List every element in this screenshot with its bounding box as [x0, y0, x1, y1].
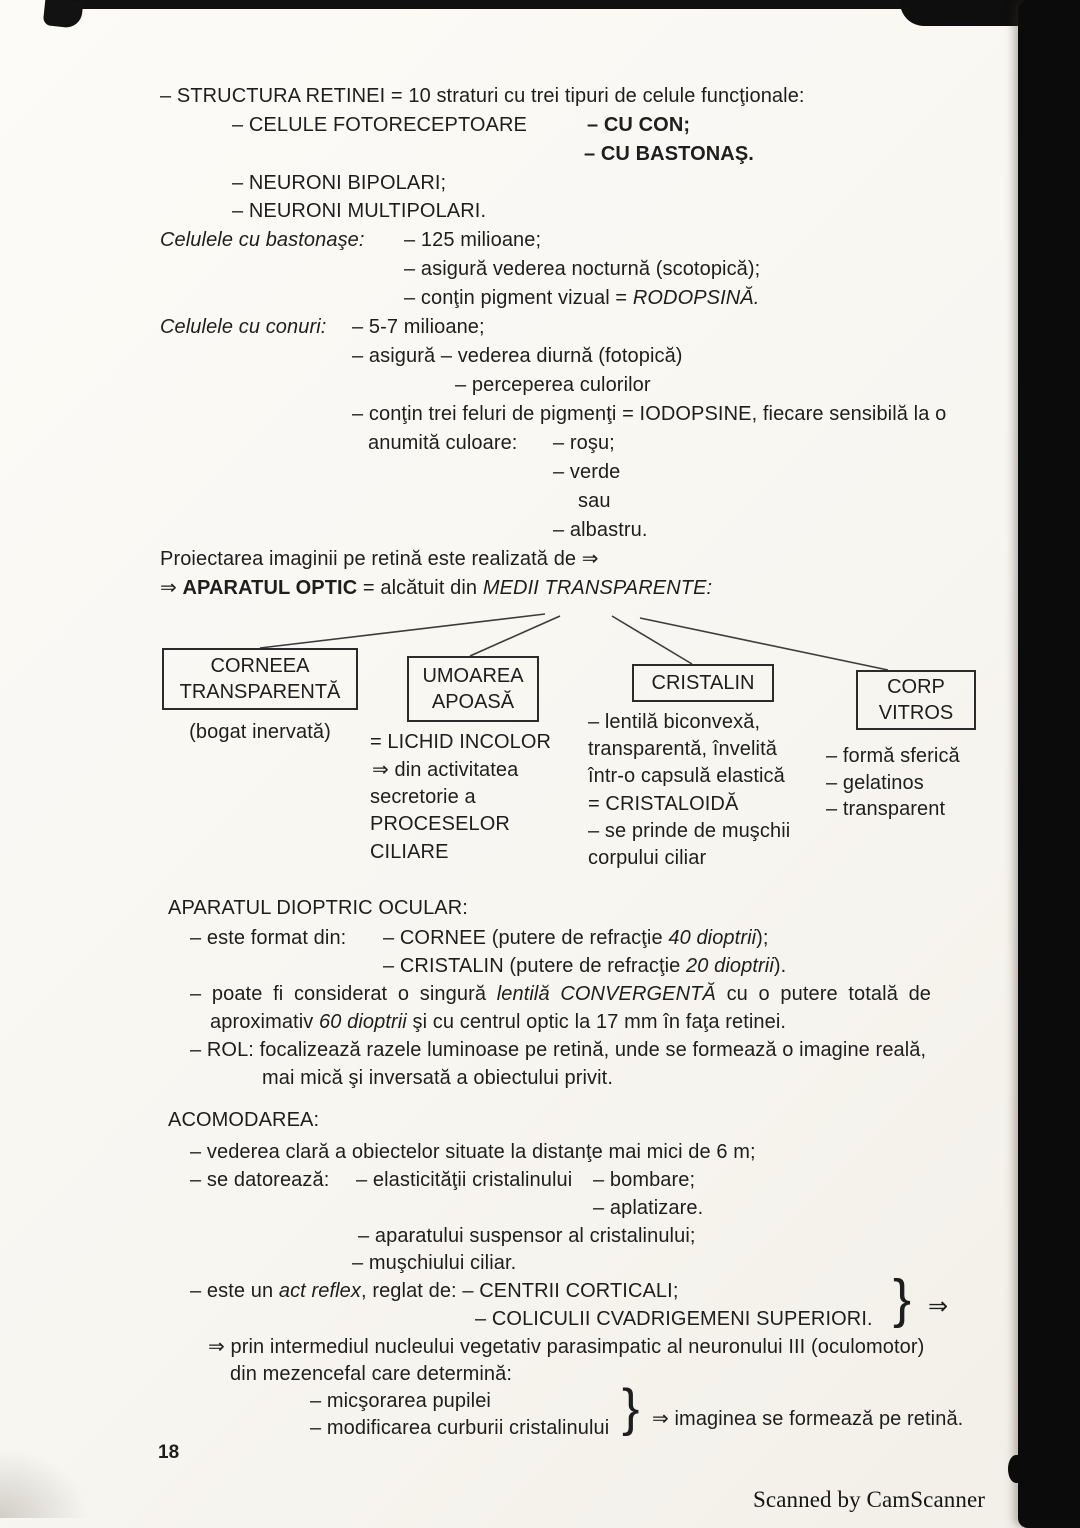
line-se-datoreaza: – se datorează:	[190, 1169, 330, 1191]
line-neuroni-multipolari: – NEURONI MULTIPOLARI.	[232, 200, 487, 222]
box-cristalin-line1: CRISTALIN	[651, 672, 755, 694]
scan-smudge-bottom-left	[0, 1448, 90, 1518]
text-cornee-end: );	[756, 927, 769, 949]
line-cristalin-dioptrii	[383, 954, 786, 979]
line-lentila-convergenta	[190, 982, 931, 1007]
line-rol-2: mai mică şi inversată a obiectului privit.	[262, 1067, 613, 1089]
vitros-desc-3: – transparent	[826, 798, 946, 820]
line-anumita-culoare: anumită culoare:	[368, 432, 518, 454]
line-albastru: – albastru.	[553, 519, 648, 541]
line-imaginea-pe-retina: ⇒ imaginea se formează pe retină.	[652, 1408, 964, 1430]
diagram-box-corp-vitros	[856, 670, 976, 730]
box-umoarea-line2: APOASĂ	[431, 691, 515, 713]
line-vederea-clara: – vederea clară a obiectelor situate la distanţe mai mici de 6 m;	[190, 1141, 756, 1163]
scan-corner-top-right	[900, 0, 1030, 26]
umoarea-desc-2: ⇒ din activitatea	[372, 759, 519, 781]
scan-edge-right	[1018, 0, 1080, 1528]
text-convergenta: lentilă CONVERGENTĂ	[496, 983, 716, 1005]
text-40-dioptrii: 40 dioptrii	[668, 927, 757, 949]
line-bastonase-milioane: – 125 milioane;	[404, 229, 542, 251]
line-aparatul-optic	[160, 576, 712, 601]
line-este-format-din: – este format din:	[190, 927, 347, 949]
camscanner-watermark: Scanned by CamScanner	[753, 1487, 986, 1512]
line-celule-fotoreceptoare: – CELULE FOTORECEPTOARE	[232, 114, 527, 136]
heading-aparatul-dioptric: APARATUL DIOPTRIC OCULAR:	[168, 897, 468, 919]
label-celule-bastonase: Celulele cu bastonaşe:	[160, 229, 365, 251]
line-60-dioptrii	[210, 1010, 786, 1035]
line-bastonase-nocturna: – asigură vederea nocturnă (scotopică);	[404, 258, 761, 280]
line-neuroni-bipolari: – NEURONI BIPOLARI;	[232, 172, 447, 194]
line-cu-con: – CU CON;	[587, 114, 691, 136]
brace-rezultat: }	[622, 1379, 640, 1437]
cristalin-desc-4: = CRISTALOIDĂ	[588, 793, 739, 815]
text-aprox-end: şi cu centrul optic la 17 mm în faţa retinei.	[406, 1011, 787, 1033]
text-aparatul-optic: APARATUL OPTIC	[182, 577, 358, 599]
text-pigment-vizual: – conţin pigment vizual =	[404, 287, 633, 309]
line-proiectarea: Proiectarea imaginii pe retină este realizată de ⇒	[160, 548, 599, 570]
text-rodopsina: RODOPSINĂ.	[632, 287, 760, 309]
cristalin-desc-6: corpului ciliar	[588, 847, 707, 869]
line-din-mezencefal: din mezencefal care determină:	[230, 1363, 513, 1385]
note-bogat-inervata: (bogat inervată)	[189, 721, 331, 743]
line-conuri-culori: – perceperea culorilor	[455, 374, 651, 396]
cristalin-desc-5: – se prinde de muşchii	[588, 820, 791, 842]
box-umoarea-line1: UMOAREA	[422, 665, 524, 687]
line-rosu: – roşu;	[553, 432, 615, 454]
diagram-box-umoarea	[407, 656, 539, 722]
box-corneea-line1: CORNEEA	[210, 655, 310, 677]
line-muschi-ciliar: – muşchiului ciliar.	[352, 1252, 517, 1274]
line-bombare: – bombare;	[593, 1169, 696, 1191]
text-act-reflex: act reflex	[278, 1280, 361, 1302]
label-celule-conuri: Celulele cu conuri:	[160, 316, 327, 338]
heading-acomodarea: ACOMODAREA:	[168, 1109, 320, 1131]
scan-edge-top	[58, 0, 1022, 9]
brace-reflex: }	[893, 1269, 912, 1329]
line-conuri-milioane: – 5-7 milioane;	[352, 316, 485, 338]
line-conuri-diurna: – asigură – vederea diurnă (fotopică)	[352, 345, 683, 367]
line-structura-retinei: – STRUCTURA RETINEI = 10 straturi cu trei tipuri de celule funcţionale:	[160, 85, 805, 107]
cristalin-desc-3: într-o capsulă elastică	[588, 765, 785, 787]
line-verde: – verde	[553, 461, 621, 483]
box-vitros-line1: CORP	[887, 676, 945, 698]
line-act-reflex	[190, 1279, 678, 1304]
line-bastonase-rodopsina	[404, 286, 759, 311]
text-cristalin-end: ).	[773, 955, 787, 977]
text-poate: – poate fi considerat o singură	[190, 983, 497, 1005]
text-medii-transparente: MEDII TRANSPARENTE:	[482, 577, 713, 599]
diagram-box-cristalin	[632, 664, 774, 702]
text-cornee: – CORNEE (putere de refracţie	[383, 927, 669, 949]
line-cu-bastonas: – CU BASTONAŞ.	[584, 143, 754, 165]
text-arrow: ⇒	[160, 577, 183, 599]
line-cornee-dioptrii	[383, 926, 769, 951]
page-number: 18	[158, 1442, 180, 1463]
line-aplatizare: – aplatizare.	[593, 1197, 704, 1219]
text-poate-end: cu o putere totală de	[715, 983, 932, 1005]
diagram-box-corneea	[162, 648, 358, 710]
line-rol-1: – ROL: focalizează razele luminoase pe retină, unde se formează o imagine reală,	[190, 1039, 927, 1061]
umoarea-desc-3: secretorie a	[370, 786, 476, 808]
text-este-un: – este un	[190, 1280, 279, 1302]
umoarea-desc-5: CILIARE	[370, 841, 449, 863]
line-coliculii: – COLICULII CVADRIGEMENI SUPERIORI.	[475, 1308, 873, 1330]
box-corneea-line2: TRANSPARENTĂ	[179, 681, 341, 703]
umoarea-desc-4: PROCESELOR	[370, 813, 510, 835]
text-aproximativ: aproximativ	[210, 1011, 320, 1033]
line-sau: sau	[578, 490, 611, 512]
arrow-after-brace: ⇒	[928, 1293, 949, 1320]
box-vitros-line2: VITROS	[878, 702, 954, 724]
line-elasticitate: – elasticităţii cristalinului	[356, 1169, 573, 1191]
text-centrii-corticali: , reglat de: – CENTRII CORTICALI;	[361, 1280, 679, 1302]
line-conuri-iodopsine: – conţin trei feluri de pigmenţi = IODOPSINE, fiecare sensibilă la o	[352, 403, 947, 425]
umoarea-desc-1: = LICHID INCOLOR	[370, 731, 552, 753]
cristalin-desc-1: – lentilă biconvexă,	[588, 711, 761, 733]
line-modificarea-curburii: – modificarea curburii cristalinului	[310, 1417, 610, 1439]
vitros-desc-1: – formă sferică	[826, 745, 960, 767]
text-20-dioptrii: 20 dioptrii	[686, 955, 774, 977]
cristalin-desc-2: transparentă, învelită	[588, 738, 777, 760]
text-cristalin: – CRISTALIN (putere de refracţie	[383, 955, 687, 977]
text-alcatuit: = alcătuit din	[357, 577, 483, 599]
scan-corner-top-left	[43, 0, 84, 29]
line-prin-intermediul: ⇒ prin intermediul nucleului vegetativ parasimpatic al neuronului III (oculomotor)	[208, 1336, 925, 1358]
line-aparat-suspensor: – aparatului suspensor al cristalinului;	[358, 1225, 696, 1247]
scan-mark-bottom-right	[1008, 1455, 1024, 1483]
text-60-dioptrii: 60 dioptrii	[319, 1011, 407, 1033]
vitros-desc-2: – gelatinos	[826, 772, 924, 794]
line-micsorarea-pupilei: – micşorarea pupilei	[310, 1390, 491, 1412]
